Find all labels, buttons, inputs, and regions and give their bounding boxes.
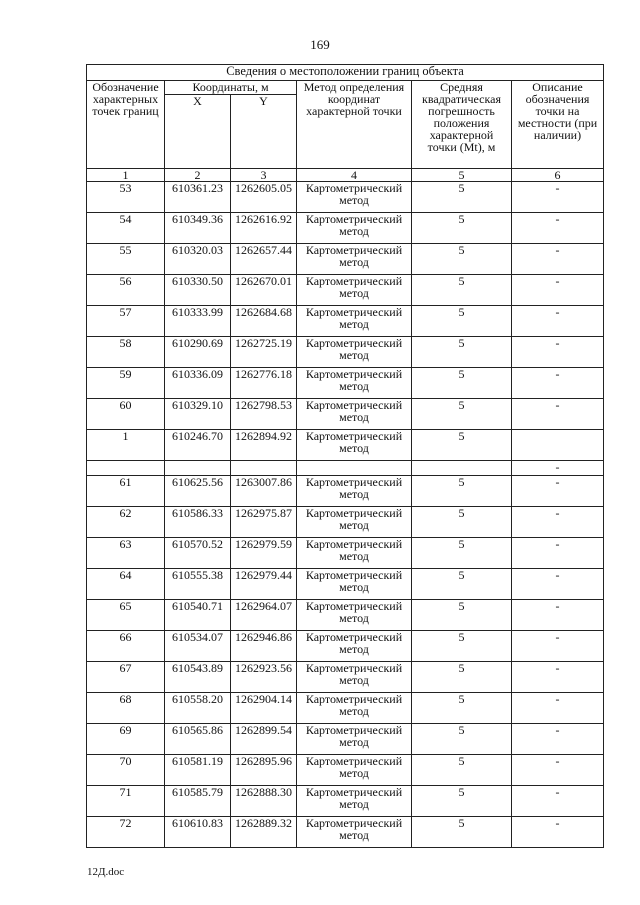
cell-description: - xyxy=(512,244,604,275)
cell-accuracy: 5 xyxy=(412,600,512,631)
cell-x: 610586.33 xyxy=(165,507,231,538)
cell-y: 1262798.53 xyxy=(231,399,297,430)
cell-y: 1262899.54 xyxy=(231,724,297,755)
cell-y: 1262894.92 xyxy=(231,430,297,461)
cell-y: 1262725.19 xyxy=(231,337,297,368)
cell-point: 59 xyxy=(87,368,165,399)
cell-method: Картометрический метод xyxy=(297,631,412,662)
cell-point: 69 xyxy=(87,724,165,755)
cell-description: - xyxy=(512,817,604,848)
cell-accuracy: 5 xyxy=(412,569,512,600)
cell-method: Картометрический метод xyxy=(297,368,412,399)
table-title: Сведения о местоположении границ объекта xyxy=(87,65,604,81)
page-number: 169 xyxy=(310,37,330,52)
cell-y: 1262657.44 xyxy=(231,244,297,275)
cell-accuracy: 5 xyxy=(412,631,512,662)
cell-accuracy: 5 xyxy=(412,182,512,213)
column-number: 4 xyxy=(297,169,412,182)
column-number: 3 xyxy=(231,169,297,182)
cell-y: 1262684.68 xyxy=(231,306,297,337)
cell-method: Картометрический метод xyxy=(297,569,412,600)
cell-description: - xyxy=(512,786,604,817)
cell-x: 610330.50 xyxy=(165,275,231,306)
cell-method: Картометрический метод xyxy=(297,507,412,538)
cell-point: 65 xyxy=(87,600,165,631)
cell-method: Картометрический метод xyxy=(297,724,412,755)
cell-point: 58 xyxy=(87,337,165,368)
cell-description: - xyxy=(512,275,604,306)
column-number-row xyxy=(87,169,604,182)
cell-point xyxy=(87,461,165,476)
cell-y: 1263007.86 xyxy=(231,476,297,507)
cell-method: Картометрический метод xyxy=(297,399,412,430)
column-number: 6 xyxy=(512,169,604,182)
cell-method: Картометрический метод xyxy=(297,275,412,306)
cell-y: 1262979.44 xyxy=(231,569,297,600)
cell-point: 53 xyxy=(87,182,165,213)
table-row xyxy=(87,182,604,213)
table-row xyxy=(87,538,604,569)
cell-point: 54 xyxy=(87,213,165,244)
cell-y: 1262946.86 xyxy=(231,631,297,662)
table-row xyxy=(87,430,604,461)
cell-description: - xyxy=(512,507,604,538)
cell-description: - xyxy=(512,182,604,213)
cell-accuracy: 5 xyxy=(412,507,512,538)
cell-description xyxy=(512,430,604,461)
table-row xyxy=(87,631,604,662)
cell-y: 1262616.92 xyxy=(231,213,297,244)
header-description: Описание обозначения точки на местности (при наличии) xyxy=(512,81,604,169)
cell-point: 64 xyxy=(87,569,165,600)
cell-y: 1262895.96 xyxy=(231,755,297,786)
cell-method: Картометрический метод xyxy=(297,662,412,693)
cell-description: - xyxy=(512,693,604,724)
cell-accuracy: 5 xyxy=(412,337,512,368)
cell-y: 1262776.18 xyxy=(231,368,297,399)
cell-method: Картометрический метод xyxy=(297,182,412,213)
cell-description: - xyxy=(512,631,604,662)
cell-point: 68 xyxy=(87,693,165,724)
cell-x: 610581.19 xyxy=(165,755,231,786)
cell-description: - xyxy=(512,724,604,755)
column-number: 5 xyxy=(412,169,512,182)
document-filename: 12Д.doc xyxy=(87,866,125,878)
cell-method xyxy=(297,461,412,476)
cell-x: 610290.69 xyxy=(165,337,231,368)
cell-y: 1262904.14 xyxy=(231,693,297,724)
cell-accuracy: 5 xyxy=(412,244,512,275)
cell-description: - xyxy=(512,337,604,368)
header-method: Метод определения координат характерной точки xyxy=(297,81,412,169)
cell-accuracy: 5 xyxy=(412,817,512,848)
cell-x: 610555.38 xyxy=(165,569,231,600)
table-row xyxy=(87,662,604,693)
cell-x: 610333.99 xyxy=(165,306,231,337)
cell-point: 72 xyxy=(87,817,165,848)
boundary-coordinates-table xyxy=(86,64,604,848)
cell-point: 57 xyxy=(87,306,165,337)
table-row xyxy=(87,569,604,600)
cell-method: Картометрический метод xyxy=(297,817,412,848)
table-row xyxy=(87,244,604,275)
cell-point: 66 xyxy=(87,631,165,662)
cell-accuracy: 5 xyxy=(412,275,512,306)
header-coordinates: Координаты, м xyxy=(165,81,297,95)
cell-x: 610565.86 xyxy=(165,724,231,755)
cell-description: - xyxy=(512,213,604,244)
cell-x: 610329.10 xyxy=(165,399,231,430)
table-row xyxy=(87,693,604,724)
header-y: Y xyxy=(231,95,297,169)
cell-accuracy: 5 xyxy=(412,662,512,693)
table-row xyxy=(87,306,604,337)
cell-x: 610349.36 xyxy=(165,213,231,244)
cell-description: - xyxy=(512,538,604,569)
cell-method: Картометрический метод xyxy=(297,213,412,244)
table-row xyxy=(87,755,604,786)
table-row xyxy=(87,786,604,817)
table-row xyxy=(87,817,604,848)
cell-x: 610336.09 xyxy=(165,368,231,399)
cell-y: 1262979.59 xyxy=(231,538,297,569)
cell-point: 55 xyxy=(87,244,165,275)
cell-description: - xyxy=(512,476,604,507)
cell-method: Картометрический метод xyxy=(297,430,412,461)
cell-description: - xyxy=(512,399,604,430)
cell-y: 1262964.07 xyxy=(231,600,297,631)
table-row xyxy=(87,337,604,368)
cell-description: - xyxy=(512,600,604,631)
cell-point: 1 xyxy=(87,430,165,461)
cell-x: 610558.20 xyxy=(165,693,231,724)
cell-x xyxy=(165,461,231,476)
cell-y: 1262923.56 xyxy=(231,662,297,693)
cell-method: Картометрический метод xyxy=(297,538,412,569)
cell-y: 1262975.87 xyxy=(231,507,297,538)
cell-x: 610570.52 xyxy=(165,538,231,569)
cell-point: 63 xyxy=(87,538,165,569)
column-number: 2 xyxy=(165,169,231,182)
cell-accuracy: 5 xyxy=(412,213,512,244)
cell-x: 610534.07 xyxy=(165,631,231,662)
cell-x: 610543.89 xyxy=(165,662,231,693)
header-point-designation: Обозначение характерных точек границ xyxy=(87,81,165,169)
cell-x: 610610.83 xyxy=(165,817,231,848)
cell-accuracy: 5 xyxy=(412,430,512,461)
cell-x: 610540.71 xyxy=(165,600,231,631)
cell-y xyxy=(231,461,297,476)
cell-x: 610361.23 xyxy=(165,182,231,213)
cell-method: Картометрический метод xyxy=(297,786,412,817)
table-row xyxy=(87,600,604,631)
cell-y: 1262605.05 xyxy=(231,182,297,213)
cell-x: 610585.79 xyxy=(165,786,231,817)
cell-point: 70 xyxy=(87,755,165,786)
cell-accuracy: 5 xyxy=(412,368,512,399)
table-row xyxy=(87,368,604,399)
cell-method: Картометрический метод xyxy=(297,755,412,786)
cell-accuracy: 5 xyxy=(412,538,512,569)
cell-accuracy: 5 xyxy=(412,693,512,724)
cell-point: 60 xyxy=(87,399,165,430)
cell-method: Картометрический метод xyxy=(297,306,412,337)
table-row xyxy=(87,476,604,507)
cell-method: Картометрический метод xyxy=(297,244,412,275)
cell-y: 1262889.32 xyxy=(231,817,297,848)
cell-point: 61 xyxy=(87,476,165,507)
table-row xyxy=(87,399,604,430)
table-row xyxy=(87,275,604,306)
table-row xyxy=(87,213,604,244)
cell-description: - xyxy=(512,461,604,476)
header-x: X xyxy=(165,95,231,169)
table-row-blank xyxy=(87,461,604,476)
cell-point: 71 xyxy=(87,786,165,817)
cell-x: 610320.03 xyxy=(165,244,231,275)
cell-method: Картометрический метод xyxy=(297,476,412,507)
cell-method: Картометрический метод xyxy=(297,337,412,368)
cell-description: - xyxy=(512,755,604,786)
cell-point: 62 xyxy=(87,507,165,538)
cell-point: 67 xyxy=(87,662,165,693)
cell-accuracy: 5 xyxy=(412,476,512,507)
cell-method: Картометрический метод xyxy=(297,600,412,631)
cell-accuracy: 5 xyxy=(412,306,512,337)
cell-accuracy: 5 xyxy=(412,724,512,755)
cell-description: - xyxy=(512,368,604,399)
cell-accuracy: 5 xyxy=(412,786,512,817)
cell-point: 56 xyxy=(87,275,165,306)
table-row xyxy=(87,724,604,755)
cell-y: 1262888.30 xyxy=(231,786,297,817)
cell-accuracy: 5 xyxy=(412,755,512,786)
cell-method: Картометрический метод xyxy=(297,693,412,724)
cell-x: 610625.56 xyxy=(165,476,231,507)
cell-accuracy xyxy=(412,461,512,476)
table-row xyxy=(87,507,604,538)
cell-description: - xyxy=(512,569,604,600)
column-number: 1 xyxy=(87,169,165,182)
cell-accuracy: 5 xyxy=(412,399,512,430)
cell-description: - xyxy=(512,306,604,337)
header-accuracy: Средняя квадратическая погрешность положения характерной точки (Mt), м xyxy=(412,81,512,169)
cell-y: 1262670.01 xyxy=(231,275,297,306)
cell-description: - xyxy=(512,662,604,693)
cell-x: 610246.70 xyxy=(165,430,231,461)
